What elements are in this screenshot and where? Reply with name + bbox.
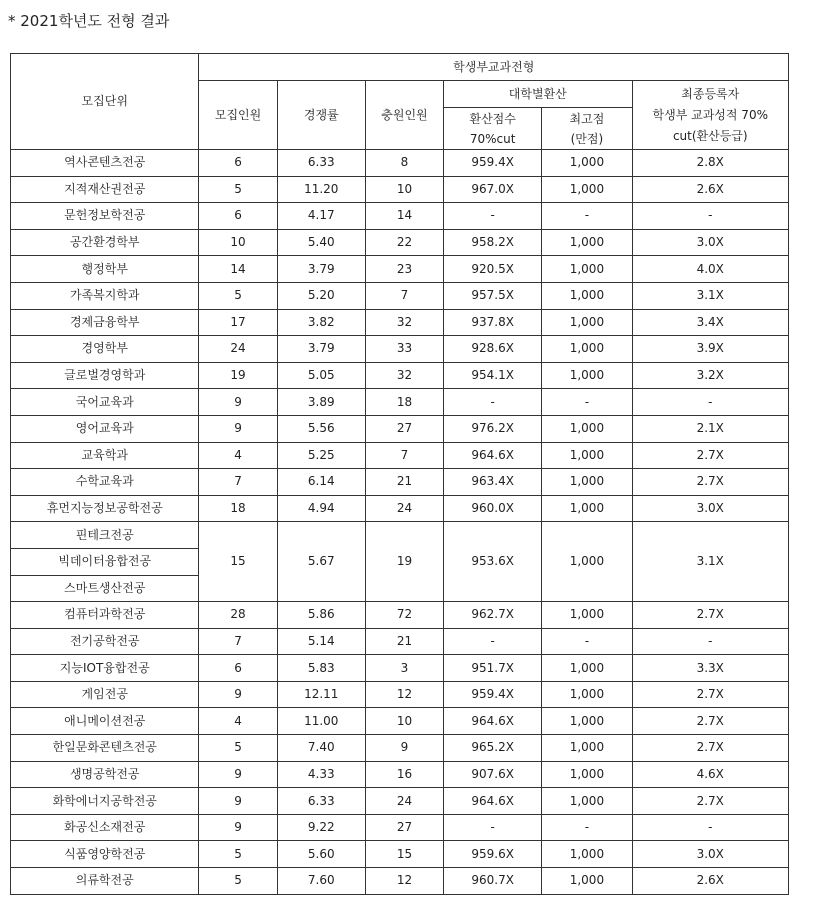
header-additional: 충원인원 bbox=[365, 81, 443, 150]
header-score-cut-line1: 환산점수 bbox=[469, 111, 516, 126]
max-score-cell: 1,000 bbox=[542, 229, 632, 256]
recruit-cell: 7 bbox=[199, 628, 277, 655]
max-score-cell: 1,000 bbox=[542, 415, 632, 442]
table-row bbox=[11, 788, 789, 815]
additional-cell: 32 bbox=[365, 309, 443, 336]
max-score-cell: 1,000 bbox=[542, 788, 632, 815]
final-grade-cell: 2.8X bbox=[632, 150, 788, 177]
unit-cell: 글로벌경영학과 bbox=[11, 362, 199, 389]
final-grade-cell: 2.7X bbox=[632, 708, 788, 735]
recruit-cell: 9 bbox=[199, 681, 277, 708]
competition-cell: 5.56 bbox=[277, 415, 365, 442]
unit-cell: 게임전공 bbox=[11, 681, 199, 708]
additional-cell: 27 bbox=[365, 814, 443, 841]
unit-cell: 교육학과 bbox=[11, 442, 199, 469]
competition-cell: 4.94 bbox=[277, 495, 365, 522]
final-grade-cell: 2.7X bbox=[632, 469, 788, 496]
recruit-cell: 6 bbox=[199, 655, 277, 682]
unit-cell: 수학교육과 bbox=[11, 469, 199, 496]
competition-cell: 3.79 bbox=[277, 256, 365, 283]
competition-cell: 12.11 bbox=[277, 681, 365, 708]
max-score-cell: 1,000 bbox=[542, 868, 632, 895]
max-score-cell: 1,000 bbox=[542, 176, 632, 203]
final-grade-cell: 3.0X bbox=[632, 841, 788, 868]
additional-cell: 10 bbox=[365, 708, 443, 735]
table-row bbox=[11, 282, 789, 309]
unit-cell: 국어교육과 bbox=[11, 389, 199, 416]
recruit-cell: 15 bbox=[199, 522, 277, 602]
competition-cell: 11.20 bbox=[277, 176, 365, 203]
competition-cell: 7.40 bbox=[277, 735, 365, 762]
unit-cell: 영어교육과 bbox=[11, 415, 199, 442]
final-grade-cell: 3.0X bbox=[632, 495, 788, 522]
unit-cell: 문헌정보학전공 bbox=[11, 203, 199, 230]
recruit-cell: 5 bbox=[199, 176, 277, 203]
table-row bbox=[11, 469, 789, 496]
unit-cell: 지능IOT융합전공 bbox=[11, 655, 199, 682]
max-score-cell: - bbox=[542, 389, 632, 416]
max-score-cell: 1,000 bbox=[542, 469, 632, 496]
header-competition: 경쟁률 bbox=[277, 81, 365, 150]
additional-cell: 21 bbox=[365, 469, 443, 496]
final-grade-cell: 3.0X bbox=[632, 229, 788, 256]
additional-cell: 14 bbox=[365, 203, 443, 230]
score-cut-cell: 963.4X bbox=[444, 469, 542, 496]
header-group: 학생부교과전형 bbox=[199, 54, 789, 81]
table-row bbox=[11, 229, 789, 256]
final-grade-cell: 3.1X bbox=[632, 522, 788, 602]
recruit-cell: 10 bbox=[199, 229, 277, 256]
final-grade-cell: 2.7X bbox=[632, 735, 788, 762]
final-grade-cell: 4.0X bbox=[632, 256, 788, 283]
score-cut-cell: 928.6X bbox=[444, 336, 542, 363]
competition-cell: 5.60 bbox=[277, 841, 365, 868]
max-score-cell: 1,000 bbox=[542, 256, 632, 283]
final-grade-cell: - bbox=[632, 628, 788, 655]
score-cut-cell: 957.5X bbox=[444, 282, 542, 309]
score-cut-cell: 959.4X bbox=[444, 681, 542, 708]
score-cut-cell: 960.0X bbox=[444, 495, 542, 522]
recruit-cell: 18 bbox=[199, 495, 277, 522]
table-row bbox=[11, 495, 789, 522]
recruit-cell: 5 bbox=[199, 841, 277, 868]
header-score-cut-line2: 70%cut bbox=[469, 131, 516, 146]
final-grade-cell: 3.2X bbox=[632, 362, 788, 389]
additional-cell: 15 bbox=[365, 841, 443, 868]
additional-cell: 27 bbox=[365, 415, 443, 442]
table-row bbox=[11, 203, 789, 230]
score-cut-cell: 976.2X bbox=[444, 415, 542, 442]
additional-cell: 10 bbox=[365, 176, 443, 203]
competition-cell: 6.14 bbox=[277, 469, 365, 496]
max-score-cell: 1,000 bbox=[542, 735, 632, 762]
score-cut-cell: 958.2X bbox=[444, 229, 542, 256]
header-final-line3: cut(환산등급) bbox=[672, 128, 748, 143]
additional-cell: 7 bbox=[365, 282, 443, 309]
additional-cell: 7 bbox=[365, 442, 443, 469]
score-cut-cell: 959.6X bbox=[444, 841, 542, 868]
header-max-line2: (만점) bbox=[570, 131, 604, 146]
recruit-cell: 9 bbox=[199, 814, 277, 841]
score-cut-cell: 951.7X bbox=[444, 655, 542, 682]
additional-cell: 24 bbox=[365, 788, 443, 815]
additional-cell: 72 bbox=[365, 602, 443, 629]
max-score-cell: 1,000 bbox=[542, 681, 632, 708]
max-score-cell: 1,000 bbox=[542, 442, 632, 469]
recruit-cell: 17 bbox=[199, 309, 277, 336]
score-cut-cell: 962.7X bbox=[444, 602, 542, 629]
unit-cell: 화공신소재전공 bbox=[11, 814, 199, 841]
recruit-cell: 5 bbox=[199, 282, 277, 309]
competition-cell: 4.17 bbox=[277, 203, 365, 230]
max-score-cell: 1,000 bbox=[542, 336, 632, 363]
additional-cell: 24 bbox=[365, 495, 443, 522]
table-row bbox=[11, 256, 789, 283]
score-cut-cell: - bbox=[444, 628, 542, 655]
recruit-cell: 19 bbox=[199, 362, 277, 389]
competition-cell: 4.33 bbox=[277, 761, 365, 788]
score-cut-cell: - bbox=[444, 203, 542, 230]
score-cut-cell: 954.1X bbox=[444, 362, 542, 389]
table-row bbox=[11, 309, 789, 336]
table-row bbox=[11, 681, 789, 708]
competition-cell: 5.40 bbox=[277, 229, 365, 256]
max-score-cell: 1,000 bbox=[542, 655, 632, 682]
unit-cell: 경제금융학부 bbox=[11, 309, 199, 336]
additional-cell: 19 bbox=[365, 522, 443, 602]
final-grade-cell: 3.4X bbox=[632, 309, 788, 336]
final-grade-cell: 3.1X bbox=[632, 282, 788, 309]
final-grade-cell: 2.7X bbox=[632, 602, 788, 629]
max-score-cell: 1,000 bbox=[542, 841, 632, 868]
max-score-cell: 1,000 bbox=[542, 309, 632, 336]
score-cut-cell: 960.7X bbox=[444, 868, 542, 895]
final-grade-cell: - bbox=[632, 814, 788, 841]
recruit-cell: 6 bbox=[199, 203, 277, 230]
table-row bbox=[11, 336, 789, 363]
page-title: * 2021학년도 전형 결과 bbox=[8, 12, 170, 30]
score-cut-cell: - bbox=[444, 814, 542, 841]
unit-cell: 경영학부 bbox=[11, 336, 199, 363]
table-row bbox=[11, 868, 789, 895]
final-grade-cell: 3.9X bbox=[632, 336, 788, 363]
unit-cell: 화학에너지공학전공 bbox=[11, 788, 199, 815]
unit-cell: 공간환경학부 bbox=[11, 229, 199, 256]
additional-cell: 12 bbox=[365, 681, 443, 708]
competition-cell: 6.33 bbox=[277, 788, 365, 815]
table-row bbox=[11, 735, 789, 762]
unit-cell: 행정학부 bbox=[11, 256, 199, 283]
additional-cell: 23 bbox=[365, 256, 443, 283]
max-score-cell: 1,000 bbox=[542, 708, 632, 735]
competition-cell: 5.83 bbox=[277, 655, 365, 682]
header-recruit: 모집인원 bbox=[199, 81, 277, 150]
recruit-cell: 28 bbox=[199, 602, 277, 629]
additional-cell: 3 bbox=[365, 655, 443, 682]
header-final-line2: 학생부 교과성적 70% bbox=[652, 107, 768, 122]
recruit-cell: 9 bbox=[199, 788, 277, 815]
unit-cell: 컴퓨터과학전공 bbox=[11, 602, 199, 629]
recruit-cell: 24 bbox=[199, 336, 277, 363]
table-row bbox=[11, 522, 789, 549]
unit-cell: 한일문화콘텐츠전공 bbox=[11, 735, 199, 762]
recruit-cell: 5 bbox=[199, 735, 277, 762]
competition-cell: 5.86 bbox=[277, 602, 365, 629]
final-grade-cell: 2.6X bbox=[632, 868, 788, 895]
max-score-cell: 1,000 bbox=[542, 150, 632, 177]
final-grade-cell: - bbox=[632, 203, 788, 230]
table-row bbox=[11, 389, 789, 416]
recruit-cell: 14 bbox=[199, 256, 277, 283]
unit-cell: 가족복지학과 bbox=[11, 282, 199, 309]
table-row bbox=[11, 150, 789, 177]
unit-cell: 스마트생산전공 bbox=[11, 575, 199, 602]
recruit-cell: 7 bbox=[199, 469, 277, 496]
header-score-cut bbox=[444, 108, 542, 150]
competition-cell: 7.60 bbox=[277, 868, 365, 895]
score-cut-cell: 959.4X bbox=[444, 150, 542, 177]
unit-cell: 핀테크전공 bbox=[11, 522, 199, 549]
final-grade-cell: 2.7X bbox=[632, 788, 788, 815]
unit-cell: 애니메이션전공 bbox=[11, 708, 199, 735]
additional-cell: 9 bbox=[365, 735, 443, 762]
score-cut-cell: 953.6X bbox=[444, 522, 542, 602]
competition-cell: 9.22 bbox=[277, 814, 365, 841]
max-score-cell: 1,000 bbox=[542, 522, 632, 602]
additional-cell: 33 bbox=[365, 336, 443, 363]
table-row bbox=[11, 415, 789, 442]
max-score-cell: 1,000 bbox=[542, 362, 632, 389]
header-max-line1: 최고점 bbox=[569, 111, 605, 126]
header-converted-group: 대학별환산 bbox=[444, 81, 632, 108]
table-row bbox=[11, 362, 789, 389]
header-max-score bbox=[542, 108, 632, 150]
score-cut-cell: - bbox=[444, 389, 542, 416]
header-final-grade bbox=[632, 81, 788, 150]
final-grade-cell: - bbox=[632, 389, 788, 416]
table-row bbox=[11, 176, 789, 203]
unit-cell: 생명공학전공 bbox=[11, 761, 199, 788]
recruit-cell: 5 bbox=[199, 868, 277, 895]
unit-cell: 식품영양학전공 bbox=[11, 841, 199, 868]
unit-cell: 의류학전공 bbox=[11, 868, 199, 895]
table-row bbox=[11, 655, 789, 682]
competition-cell: 3.82 bbox=[277, 309, 365, 336]
competition-cell: 5.05 bbox=[277, 362, 365, 389]
max-score-cell: 1,000 bbox=[542, 495, 632, 522]
unit-cell: 휴먼지능정보공학전공 bbox=[11, 495, 199, 522]
table-row bbox=[11, 628, 789, 655]
final-grade-cell: 2.6X bbox=[632, 176, 788, 203]
score-cut-cell: 964.6X bbox=[444, 788, 542, 815]
unit-cell: 빅데이터융합전공 bbox=[11, 548, 199, 575]
additional-cell: 18 bbox=[365, 389, 443, 416]
additional-cell: 32 bbox=[365, 362, 443, 389]
table-row bbox=[11, 761, 789, 788]
header-unit: 모집단위 bbox=[11, 54, 199, 150]
table-row bbox=[11, 814, 789, 841]
recruit-cell: 6 bbox=[199, 150, 277, 177]
table-row bbox=[11, 442, 789, 469]
recruit-cell: 9 bbox=[199, 415, 277, 442]
score-cut-cell: 964.6X bbox=[444, 708, 542, 735]
competition-cell: 6.33 bbox=[277, 150, 365, 177]
competition-cell: 5.14 bbox=[277, 628, 365, 655]
results-table bbox=[10, 53, 789, 895]
table-row bbox=[11, 841, 789, 868]
additional-cell: 8 bbox=[365, 150, 443, 177]
score-cut-cell: 920.5X bbox=[444, 256, 542, 283]
table-row bbox=[11, 708, 789, 735]
max-score-cell: 1,000 bbox=[542, 282, 632, 309]
competition-cell: 3.79 bbox=[277, 336, 365, 363]
additional-cell: 21 bbox=[365, 628, 443, 655]
final-grade-cell: 4.6X bbox=[632, 761, 788, 788]
score-cut-cell: 907.6X bbox=[444, 761, 542, 788]
table-row bbox=[11, 602, 789, 629]
table-body bbox=[11, 150, 789, 895]
header-final-line1: 최종등록자 bbox=[681, 86, 740, 101]
additional-cell: 12 bbox=[365, 868, 443, 895]
final-grade-cell: 2.1X bbox=[632, 415, 788, 442]
recruit-cell: 9 bbox=[199, 389, 277, 416]
score-cut-cell: 967.0X bbox=[444, 176, 542, 203]
competition-cell: 5.25 bbox=[277, 442, 365, 469]
score-cut-cell: 965.2X bbox=[444, 735, 542, 762]
recruit-cell: 4 bbox=[199, 708, 277, 735]
additional-cell: 22 bbox=[365, 229, 443, 256]
recruit-cell: 4 bbox=[199, 442, 277, 469]
additional-cell: 16 bbox=[365, 761, 443, 788]
competition-cell: 3.89 bbox=[277, 389, 365, 416]
score-cut-cell: 964.6X bbox=[444, 442, 542, 469]
max-score-cell: 1,000 bbox=[542, 761, 632, 788]
final-grade-cell: 2.7X bbox=[632, 442, 788, 469]
max-score-cell: - bbox=[542, 203, 632, 230]
unit-cell: 역사콘텐츠전공 bbox=[11, 150, 199, 177]
competition-cell: 11.00 bbox=[277, 708, 365, 735]
max-score-cell: - bbox=[542, 814, 632, 841]
final-grade-cell: 3.3X bbox=[632, 655, 788, 682]
competition-cell: 5.20 bbox=[277, 282, 365, 309]
max-score-cell: - bbox=[542, 628, 632, 655]
score-cut-cell: 937.8X bbox=[444, 309, 542, 336]
unit-cell: 전기공학전공 bbox=[11, 628, 199, 655]
recruit-cell: 9 bbox=[199, 761, 277, 788]
max-score-cell: 1,000 bbox=[542, 602, 632, 629]
final-grade-cell: 2.7X bbox=[632, 681, 788, 708]
unit-cell: 지적재산권전공 bbox=[11, 176, 199, 203]
competition-cell: 5.67 bbox=[277, 522, 365, 602]
